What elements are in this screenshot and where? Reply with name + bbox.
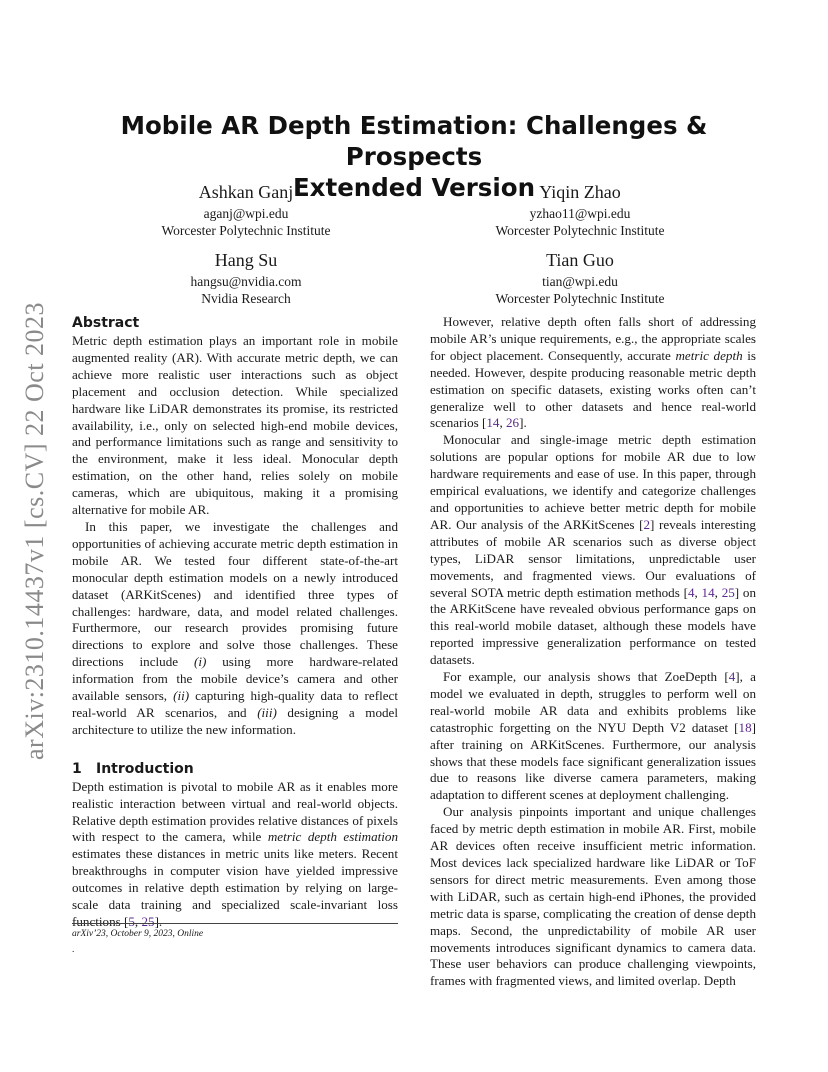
citation-link[interactable]: 18 xyxy=(738,719,752,735)
text-run: ] on the ARKitScene have revealed obvious performance gaps on this real-world mobile dataset, although these models have reported impressive generalization performance on tested datasets. xyxy=(430,584,757,668)
citation-link[interactable]: 25 xyxy=(141,914,155,929)
author-affiliation: Worcester Polytechnic Institute xyxy=(495,223,665,238)
text-run: designing a model architecture to utilize the new information. xyxy=(72,704,398,737)
arxiv-identifier xyxy=(16,288,56,760)
text-run: , xyxy=(499,415,506,431)
text-run: ] reveals interesting attributes of mobile AR scenarios such as diverse object types, LiDAR sensor limitations, unpredictable user movements, and fragmented views. Our evaluations of several SOTA metric depth estimation methods [ xyxy=(430,516,756,600)
author-email: tian@wpi.edu xyxy=(542,274,618,289)
citation-link[interactable]: 25 xyxy=(721,584,735,600)
citation-link[interactable]: 2 xyxy=(643,516,651,532)
text-run: estimates these distances in metric units like meters. Recent breakthroughs in computer vision have yielded impressive outcomes in relative depth estimation by relying on large-scale data training and specialized scale-invariant loss functions [ xyxy=(72,846,398,929)
citation-link[interactable]: 4 xyxy=(728,669,736,685)
abstract-heading: Abstract xyxy=(72,315,140,331)
emphasis: (i) xyxy=(193,654,207,670)
right-paragraph-1 xyxy=(430,314,756,432)
author-email: hangsu@nvidia.com xyxy=(190,274,302,289)
author-block-4 xyxy=(430,249,730,307)
text-run: However, relative depth often falls short of addressing mobile AR’s unique requirements, e.g., the appropriate scales for object placement. Consequently, accurate xyxy=(430,314,756,363)
text-run: capturing high-quality data to reflect real-world AR scenarios, and xyxy=(72,688,398,720)
text-run: ], a model we evaluated in depth, struggles to perform well on real-world mobile AR data and exhibits problems like catastrophic forgetting on the NYU Depth V2 dataset [ xyxy=(430,669,756,735)
citation-link[interactable]: 4 xyxy=(687,584,695,600)
author-block-2 xyxy=(430,181,730,239)
author-name: Hang Su xyxy=(214,250,278,270)
author-name: Ashkan Ganj xyxy=(198,182,294,202)
right-paragraph-3 xyxy=(430,669,756,804)
right-column xyxy=(430,314,756,990)
text-run: , xyxy=(694,584,702,600)
title-line-2: Extended Version xyxy=(292,173,536,202)
left-column xyxy=(72,314,398,931)
text-run: is needed. However, despite producing reasonable metric depth estimation on specific datasets, existing works often can’t generalize well to other datasets and hence real-world scenarios [ xyxy=(430,347,756,431)
citation-link[interactable]: 5 xyxy=(128,914,135,929)
emphasis: metric depth xyxy=(675,347,743,363)
citation-link[interactable]: 14 xyxy=(701,584,715,600)
footnote-mark: . xyxy=(72,945,75,955)
abstract-paragraph-1: Metric depth estimation plays an important role in mobile augmented reality (AR). With accurate metric depth, we can achieve more realistic user interactions such as object placement and occlusion detection. While specialized hardware like LiDAR demonstrates its promise, its restricted availability, i.e., only on selected high-end mobile devices, and performance limitations such as range and sensitivity to the environment, make it less ideal. Monocular depth estimation, on the other hand, relies solely on mobile cameras, which are ubiquitous, making it a promising alternative for mobile AR. xyxy=(72,333,398,518)
text-run: ]. xyxy=(519,415,527,431)
footnote-venue: arXiv’23, October 9, 2023, Online xyxy=(72,929,204,939)
author-email: aganj@wpi.edu xyxy=(203,206,289,221)
abstract-paragraph-2 xyxy=(72,519,398,739)
author-affiliation: Worcester Polytechnic Institute xyxy=(495,291,665,306)
author-block-3 xyxy=(96,249,396,307)
text-run: Monocular and single-image metric depth estimation solutions are popular options for mobile AR due to low hardware requirements and ease of use. In this paper, through empirical evaluations, we identify and categorize challenges and opportunities to achieve better metric depth for mobile AR. Our analysis of the ARKitScenes [ xyxy=(430,432,756,532)
citation-link[interactable]: 14 xyxy=(486,415,500,431)
section-title: Introduction xyxy=(96,760,194,777)
emphasis: (iii) xyxy=(257,704,277,720)
arxiv-identifier-text: arXiv:2310.14437v1 [cs.CV] 22 Oct 2023 xyxy=(20,301,49,760)
citation-link[interactable]: 26 xyxy=(506,415,520,431)
title-line-1: Mobile AR Depth Estimation: Challenges & Prospects xyxy=(120,111,708,171)
text-run: ] after training on ARKitScenes. Furthermore, our analysis shows that these models face significant generalization issues due to reasons like diverse camera parameters, making adaptation to different scenes at deployment challenging. xyxy=(430,719,756,803)
author-email: yzhao11@wpi.edu xyxy=(529,206,631,221)
author-block-1 xyxy=(96,181,396,239)
text-run: ]. xyxy=(154,914,163,929)
text-run: For example, our analysis shows that ZoeDepth [ xyxy=(443,669,729,685)
author-name: Tian Guo xyxy=(546,250,614,270)
text-run: Depth estimation is pivotal to mobile AR as it enables more realistic interaction between virtual and real-world objects. Relative depth estimation provides relative distances of pixels with respect to the camera, while xyxy=(72,778,398,845)
author-affiliation: Nvidia Research xyxy=(201,291,291,306)
text-run: using more hardware-related information from the mobile device’s camera and other available sensors, xyxy=(72,654,398,704)
text-run: , xyxy=(134,914,142,929)
emphasis: metric depth estimation xyxy=(267,829,398,845)
author-affiliation: Worcester Polytechnic Institute xyxy=(161,223,331,238)
text-run: In this paper, we investigate the challenges and opportunities of achieving accurate metric depth estimation in mobile AR. We tested four different state-of-the-art monocular depth estimation models on a newly introduced dataset (ARKitScenes) and identified three types of challenges: hardware, data, and model related challenges. Furthermore, our research provides promising future directions to explore and solve those challenges. These directions include xyxy=(72,518,398,670)
right-paragraph-2 xyxy=(430,432,756,669)
section-number: 1 xyxy=(72,760,82,777)
introduction-paragraph-1 xyxy=(72,779,398,931)
text-run: , xyxy=(714,584,722,600)
introduction-heading xyxy=(72,760,398,778)
author-name: Yiqin Zhao xyxy=(539,182,621,202)
emphasis: (ii) xyxy=(173,688,190,704)
right-paragraph-4: Our analysis pinpoints important and unique challenges faced by metric depth estimation in mobile AR. First, mobile AR devices often receive insufficient metric information. Most devices lack specialized hardware like LiDAR or ToF sensors for direct metric measurements. Even among those with LiDAR, such as certain high-end iPhones, the provided metric data is sparse, complicating the creation of dense depth maps. Second, the unpredictability of mobile AR user movements introduces significant dynamics to camera data. These user behaviors can produce challenging viewpoints, frames with fragmented views, and limited overlap. Depth xyxy=(430,804,756,989)
footnote-divider xyxy=(72,923,398,924)
